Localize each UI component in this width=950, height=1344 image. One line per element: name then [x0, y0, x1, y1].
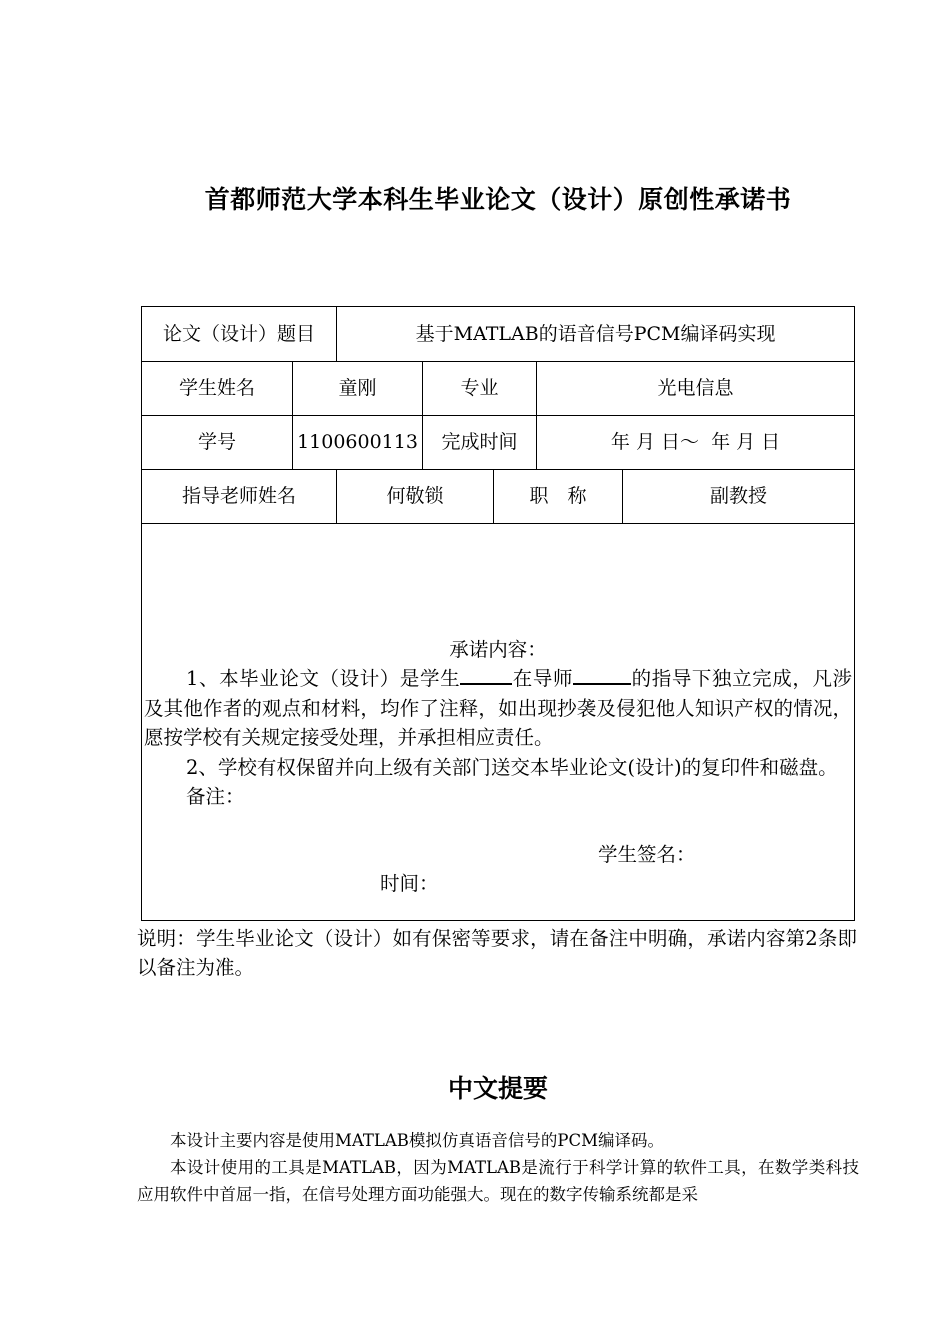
signature-time-label: 时间： — [380, 872, 439, 895]
explanation-note: 说明：学生毕业论文（设计）如有保密等要求，请在备注中明确，承诺内容第2条即以备注为准。 — [137, 927, 857, 979]
abstract-title: 中文提要 — [447, 1074, 548, 1103]
finish-time-value: 年 月 日～ 年 月 日 — [537, 416, 855, 470]
topic-value: 基于MATLAB的语音信号PCM编译码实现 — [337, 307, 855, 362]
commitment-heading: 承诺内容： — [449, 637, 547, 661]
student-name-label: 学生姓名 — [142, 362, 293, 416]
student-id-label: 学号 — [142, 416, 293, 470]
item1-text-a: 1、本毕业论文（设计）是学生 — [186, 667, 461, 690]
finish-time-label: 完成时间 — [423, 416, 537, 470]
student-signature-label: 学生签名： — [598, 843, 696, 866]
major-value: 光电信息 — [537, 362, 855, 416]
commitment-item-1 — [144, 664, 852, 753]
advisor-blank — [573, 665, 631, 685]
page-title: 首都师范大学本科生毕业论文（设计）原创性承诺书 — [204, 185, 792, 214]
advisor-label: 指导老师姓名 — [142, 470, 337, 524]
major-label: 专业 — [423, 362, 537, 416]
item1-text-c: 的指导下独立完成，凡涉及其他作者的观点和材料，均作了注释，如出现抄袭及侵犯他人知识产权的情况，愿按学校有关规定接受处理，并承担相应责任。 — [144, 667, 853, 749]
commitment-form-table — [141, 306, 855, 921]
abstract-paragraph-2: 本设计使用的工具是MATLAB，因为MATLAB是流行于科学计算的软件工具，在数学类科技应用软件中首屈一指，在信号处理方面功能强大。现在的数字传输系统都是采 — [137, 1158, 859, 1204]
item1-text-b: 在导师 — [512, 667, 574, 690]
topic-label: 论文（设计）题目 — [142, 307, 337, 362]
commitment-content — [142, 524, 855, 921]
advisor-value: 何敬锁 — [337, 470, 494, 524]
remark-label: 备注： — [186, 785, 245, 808]
title-rank-label: 职 称 — [494, 470, 623, 524]
abstract-body — [137, 1127, 859, 1208]
abstract-paragraph-1: 本设计主要内容是使用MATLAB模拟仿真语音信号的PCM编译码。 — [170, 1131, 665, 1150]
student-id-value: 1100600113 — [293, 416, 423, 470]
student-blank — [460, 665, 512, 685]
commitment-item-2: 2、学校有权保留并向上级有关部门送交本毕业论文(设计)的复印件和磁盘。 — [186, 755, 838, 779]
title-rank-value: 副教授 — [623, 470, 855, 524]
student-name-value: 童刚 — [293, 362, 423, 416]
